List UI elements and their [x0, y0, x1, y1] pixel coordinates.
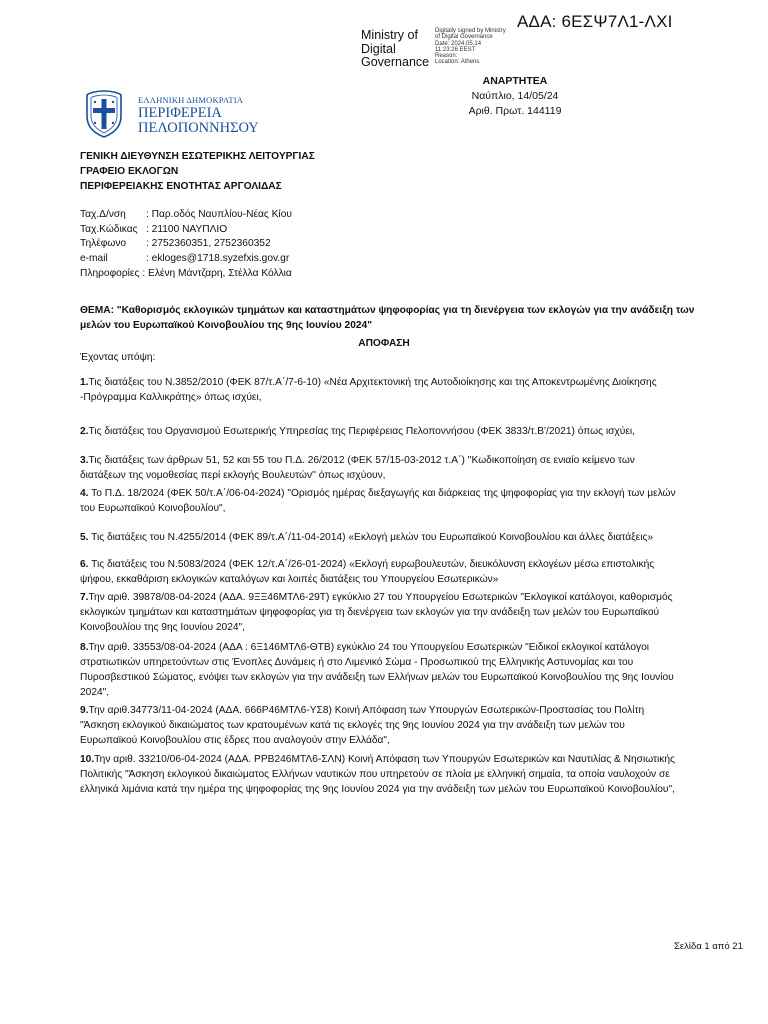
item-text: Την αριθ. 33553/08-04-2024 (ΑΔΑ : 6Ξ146ΜΤΛ6-ΘΤΒ) εγκύκλιο 24 του Υπουργείου Εσωτερικών "Ειδικοί εκλογικοί κατάλογοι στρατιωτικών υπηρετούντων στις Ένοπλες Δυνάμεις ή στο Λιμενικό Σώμα - Προσωπικού της Ελληνικής Αστυνομίας και του Πυροσβεστικού Σώματος, ενόψει των εκλογών για την ανάδειξη των Ελλήνων μελών του Ευρωπαϊκού Κοινοβουλίου της 9ης Ιουνίου 2024",: [80, 642, 674, 698]
list-item: [80, 640, 680, 700]
contact-value: : Ελένη Μάντζαρη, Στέλλα Κόλλια: [142, 267, 292, 279]
item-number: 6.: [80, 559, 89, 570]
contact-value: : 21100 ΝΑΥΠΛΙΟ: [146, 223, 228, 235]
decision-heading: ΑΠΟΦΑΣΗ: [358, 338, 410, 349]
posting-status: ΑΝΑΡΤΗΤΕΑ: [482, 75, 548, 87]
logo-region-line-1: ΠΕΡΙΦΕΡΕΙΑ: [138, 105, 222, 121]
signature-line-6: Location: Athens: [435, 59, 480, 66]
signature-line-5: Reason:: [435, 53, 458, 60]
contact-email[interactable]: : ekloges@1718.syzefxis.gov.gr: [146, 253, 290, 265]
list-item: [80, 453, 680, 483]
item-text: Τις διατάξεις των άρθρων 51, 52 και 55 του Π.Δ. 26/2012 (ΦΕΚ 57/15-03-2012 τ.Α΄) ''Κωδικοποίηση σε ενιαίο κείμενο των διατάξεων της νομοθεσίας περί εκλογής Βουλευτών'' όπως ισχύουν,: [80, 455, 635, 481]
list-item: [80, 752, 680, 797]
org-line-3: ΠΕΡΙΦΕΡΕΙΑΚΗΣ ΕΝΟΤΗΤΑΣ ΑΡΓΟΛΙΔΑΣ: [80, 181, 282, 192]
contact-label: Πληροφορίες: [80, 267, 140, 279]
ministry-line-2: Digital: [361, 41, 396, 56]
signature-line-4: 11:23:26 EEST: [435, 46, 476, 53]
contact-value: : 2752360351, 2752360352: [146, 238, 271, 250]
item-number: 2.: [80, 426, 89, 437]
contact-label: Ταχ.Κώδικας: [80, 223, 138, 235]
signature-line-1: Digitally signed by Ministry: [435, 28, 506, 34]
contact-label: e-mail: [80, 253, 108, 265]
contact-label: Τηλέφωνο: [80, 238, 127, 250]
contact-row: [80, 237, 292, 252]
list-item: [80, 486, 680, 516]
list-item: [80, 375, 680, 405]
item-number: 7.: [80, 592, 89, 603]
list-item: [80, 703, 680, 748]
logo-republic-text: ΕΛΛΗΝΙΚΗ ΔΗΜΟΚΡΑΤΙΑ: [138, 95, 244, 105]
contact-value: : Παρ.οδός Ναυπλίου-Νέας Κίου: [146, 209, 292, 220]
item-number: 1.: [80, 377, 89, 388]
organization-block: [80, 149, 315, 194]
logo-region-line-2: ΠΕΛΟΠΟΝΝΗΣΟΥ: [138, 120, 259, 136]
item-text: Την αριθ. 33210/06-04-2024 (ΑΔΑ. ΡΡΒ246ΜΤΛ6-ΣΛΝ) Κοινή Απόφαση των Υπουργών Εσωτερικών και Ναυτιλίας & Νησιωτικής Πολιτικής "Άσκηση εκλογικού δικαιώματος Ελλήνων ναυτικών που υπηρετούν σε πλοία με ελληνική σημαία, τα οποία ναυλοχούν σε ελληνικά λιμάνια κατά την ημέρα της ψηφοφορίας της 9ης Ιουνίου 2024 για την ανάδειξη των μελών του Ευρωπαϊκού Κοινοβουλίου",: [80, 754, 675, 795]
item-text: Το Π.Δ. 18/2024 (ΦΕΚ 50/τ.Α΄/06-04-2024) "Ορισμός ημέρας διεξαγωγής και διάρκειας της ψηφοφορίας για την εκλογή των μελών του Ευρωπαϊκού Κοινοβουλίου",: [80, 488, 676, 514]
ada-code: ΑΔΑ: 6ΕΣΨ7Λ1-ΛΧΙ: [517, 12, 673, 31]
item-number: 10.: [80, 754, 95, 765]
considering-label: Έχοντας υπόψη:: [80, 352, 156, 363]
contact-block: [80, 208, 292, 282]
protocol-number: Αριθ. Πρωτ. 144119: [468, 105, 562, 117]
item-text: Την αριθ.34773/11-04-2024 (ΑΔΑ. 666Ρ46ΜΤΛ6-ΥΣ8) Κοινή Απόφαση των Υπουργών Εσωτερικών-Προστασίας του Πολίτη "Άσκηση εκλογικού δικαιώματος των κρατουμένων κατά τις εκλογές της 9ης Ιουνίου 2024 για την ανάδειξη των μελών του Ευρωπαϊκού Κοινοβουλίου στις έδρες που αναλογούν στην Ελλάδα",: [80, 705, 645, 746]
org-line-1: ΓΕΝΙΚΗ ΔΙΕΥΘΥΝΣΗ ΕΣΩΤΕΡΙΚΗΣ ΛΕΙΤΟΥΡΓΙΑΣ: [80, 151, 315, 162]
coat-of-arms-icon: [84, 90, 124, 138]
contact-row: [80, 223, 292, 238]
contact-row: [80, 208, 292, 223]
item-text: Τις διατάξεις του Ν.4255/2014 (ΦΕΚ 89/τ.Α΄/11-04-2014) «Εκλογή μελών του Ευρωπαϊκού Κοινοβουλίου και άλλες διατάξεις»: [88, 532, 654, 543]
contact-row: [80, 267, 292, 282]
place-date: Ναύπλιο, 14/05/24: [471, 90, 559, 102]
contact-label: Ταχ.Δ/νση: [80, 209, 126, 220]
ministry-line-1: Ministry of: [361, 28, 418, 42]
item-number: 9.: [80, 705, 89, 716]
item-number: 5.: [80, 532, 89, 543]
signature-line-2: of Digital Governance: [435, 34, 493, 41]
subject-line: ΘΕΜΑ: "Καθορισμός εκλογικών τμημάτων και καταστημάτων ψηφοφορίας για τη διενέργεια των εκλογών για την ανάδειξη των μελών του Ευρωπαϊκού Κοινοβουλίου της 9ης Ιουνίου 2024": [80, 305, 695, 331]
page-number: Σελίδα 1 από 21: [674, 941, 743, 952]
item-text: Τις διατάξεις του Ν.5083/2024 (ΦΕΚ 12/τ.Α΄/26-01-2024) «Εκλογή ευρωβουλευτών, διευκόλυνση εκλογέων μέσω επιστολικής ψήφου, εκκαθάριση εκλογικών καταλόγων και λοιπές διατάξεις του Υπουργείου Εσωτερικών»: [80, 559, 655, 585]
contact-row: [80, 252, 292, 267]
item-number: 4.: [80, 488, 89, 499]
list-item: [80, 590, 680, 635]
item-text: Την αριθ. 39878/08-04-2024 (ΑΔΑ. 9ΞΞ46ΜΤΛ6-29Τ) εγκύκλιο 27 του Υπουργείου Εσωτερικών "Εκλογικοί κατάλογοι, καθορισμός εκλογικών τμημάτων και καταστημάτων ψηφοφορίας για τη διενέργεια των εκλογών για την ανάδειξη των μελών του Ευρωπαϊκού Κοινοβουλίου της 9ης Ιουνίου 2024",: [80, 592, 673, 633]
ministry-label: [361, 29, 429, 70]
digital-signature: [435, 28, 506, 66]
list-item: [80, 424, 680, 439]
list-item: [80, 530, 680, 545]
item-text: Τις διατάξεις του Οργανισμού Εσωτερικής Υπηρεσίας της Περιφέρειας Πελοποννήσου (ΦΕΚ 3833/τ.Β'/2021) όπως ισχύει,: [88, 426, 635, 437]
item-number: 3.: [80, 455, 89, 466]
document-meta: [440, 74, 590, 119]
item-text: Τις διατάξεις του Ν.3852/2010 (ΦΕΚ 87/τ.Α΄/7-6-10) «Νέα Αρχιτεκτονική της Αυτοδιοίκησης και της Αποκεντρωμένης Διοίκησης -Πρόγραμμα Καλλικράτης» όπως ισχύει,: [80, 377, 657, 403]
item-number: 8.: [80, 642, 89, 653]
region-logo: [84, 90, 259, 140]
list-item: [80, 557, 680, 587]
org-line-2: ΓΡΑΦΕΙΟ ΕΚΛΟΓΩΝ: [80, 166, 179, 177]
logo-region-name: [138, 106, 259, 136]
ministry-line-3: Governance: [361, 55, 430, 69]
signature-line-3: Date: 2024.05.14: [435, 40, 482, 47]
